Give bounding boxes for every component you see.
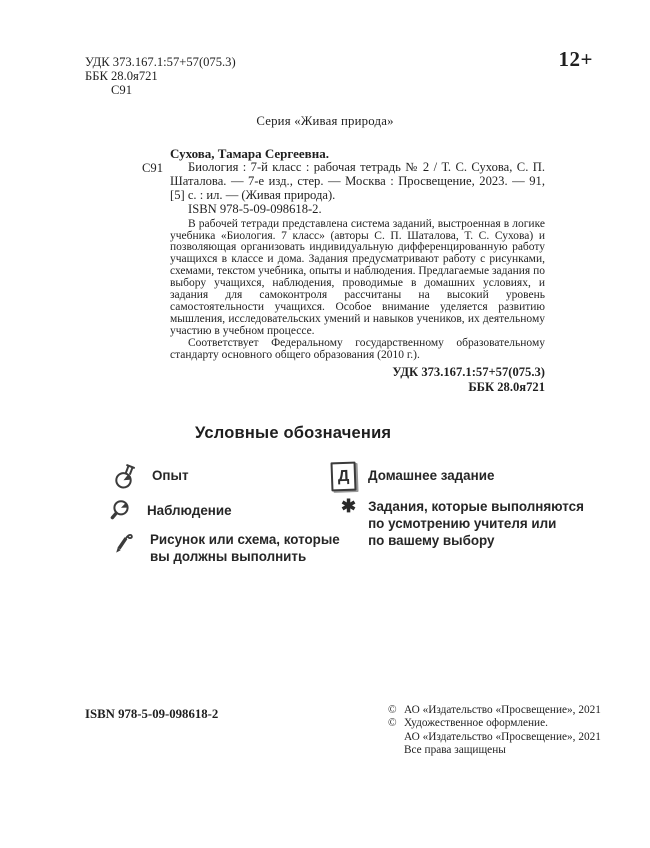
copyright-row	[388, 744, 601, 757]
legend-item-drawing	[112, 529, 340, 565]
optional-tasks-line-2: по усмотрению учителя или	[368, 516, 557, 531]
margin-classification-code: С91	[142, 161, 163, 175]
udk-right: УДК 373.167.1:57+57(075.3)	[392, 364, 545, 379]
bbk-right: ББК 28.0я721	[468, 379, 545, 394]
drawing-label	[150, 531, 340, 565]
classification-code: С91	[111, 83, 132, 97]
flask-icon	[112, 462, 140, 494]
annotation-text: В рабочей тетради представлена система заданий, выстроенная в логике учебника «Биология. 7 класс» (авторы С. П. Шаталова, Т. С. Сухова) и позволяющая организовать индивидуальную дифференцированную работу учащихся в классе и дома. Задания предусматривают работу с рисунками, схемами, текстом учебника, опыты и наблюдения. Предлагаемые задания по выбору учащихся, наблюдения, проводимые в домашних условиях, и задания для самоконтроля рассчитаны на высокий уровень самостоятельности учащихся. Особое внимание уделяется развитию мышления, исследовательских умений и навыков учеников, их деятельному участию в учебном процессе.	[170, 217, 545, 337]
homework-letter: Д	[337, 467, 350, 486]
drawing-line-2: вы должны выполнить	[150, 549, 307, 564]
asterisk-icon: ✱	[341, 496, 357, 516]
copyright-text: АО «Издательство «Просвещение», 2021	[404, 704, 601, 716]
copyright-row	[388, 731, 601, 744]
bbk-line: ББК 28.0я721	[85, 69, 158, 83]
copyright-mark	[388, 744, 404, 757]
author-name: Сухова, Тамара Сергеевна.	[170, 146, 329, 161]
homework-label: Домашнее задание	[368, 468, 495, 483]
legend-item-homework	[331, 462, 494, 491]
isbn-line: ISBN 978-5-09-098618-2.	[188, 201, 322, 216]
homework-letter-icon	[331, 462, 357, 492]
standard-compliance-note: Соответствует Федеральному государственному образовательному стандарту основного общего образования (2010 г.).	[170, 336, 545, 361]
copyright-mark	[388, 731, 404, 744]
copyright-mark: ©	[388, 704, 397, 716]
bibliography-row	[140, 161, 545, 203]
optional-tasks-line-1: Задания, которые выполняются	[368, 499, 584, 514]
observation-label: Наблюдение	[147, 503, 232, 518]
optional-tasks-line-3: по вашему выбору	[368, 533, 495, 548]
series-title: Серия «Живая природа»	[256, 114, 394, 128]
experiment-label: Опыт	[152, 468, 189, 483]
legend-item-optional-tasks	[341, 496, 584, 549]
copyright-mark: ©	[388, 717, 397, 730]
drawing-line-1: Рисунок или схема, которые	[150, 532, 340, 547]
bibliographic-description: Биология : 7-й класс : рабочая тетрадь № 2 / Т. С. Сухова, С. П. Шаталова. — 7-е изд., стер. — Москва : Просвещение, 2023. — 91, [5] с. : ил. — (Живая природа).	[170, 160, 545, 202]
pencil-icon	[112, 529, 138, 561]
legend-item-observation	[109, 498, 232, 528]
isbn-footer: ISBN 978-5-09-098618-2	[85, 707, 219, 721]
legend-item-experiment	[112, 462, 189, 494]
optional-tasks-label	[368, 498, 584, 549]
classification-block	[85, 55, 236, 97]
copyright-text: Художественное оформление.	[404, 717, 548, 730]
copyright-block	[388, 704, 601, 758]
copyright-text: АО «Издательство «Просвещение», 2021	[404, 730, 601, 743]
legend-title: Условные обозначения	[195, 424, 392, 442]
catalog-card	[140, 146, 545, 395]
udk-line: УДК 373.167.1:57+57(075.3)	[85, 55, 236, 69]
copyright-text: Все права защищены	[404, 744, 506, 757]
magnifier-icon	[109, 498, 135, 528]
copyright-row	[388, 717, 601, 730]
age-rating-badge: 12+	[558, 47, 593, 71]
copyright-row	[388, 704, 601, 717]
